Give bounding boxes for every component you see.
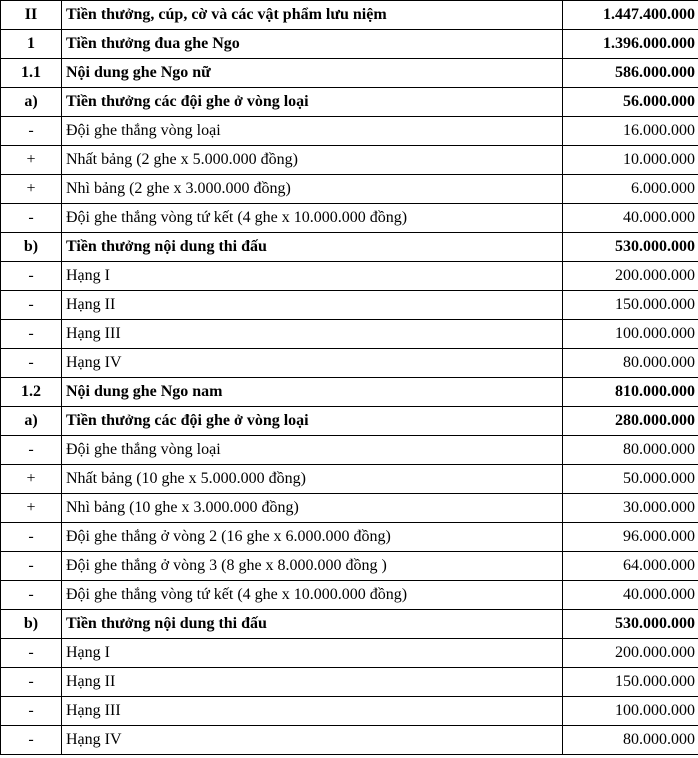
row-label-cell: Nội dung ghe Ngo nam [62,378,563,407]
table-row [1,581,698,610]
row-index-cell: - [1,726,62,755]
table-body [1,1,698,755]
row-index-cell: 1.2 [1,378,62,407]
table-row [1,436,698,465]
row-amount-cell: 80.000.000 [563,349,698,378]
table-row [1,378,698,407]
row-label-cell: Hạng IV [62,726,563,755]
row-amount-cell: 6.000.000 [563,175,698,204]
table-row [1,291,698,320]
row-amount-cell: 40.000.000 [563,581,698,610]
row-amount-cell: 1.396.000.000 [563,30,698,59]
row-amount-cell: 96.000.000 [563,523,698,552]
row-amount-cell: 530.000.000 [563,610,698,639]
table-row [1,610,698,639]
row-amount-cell: 150.000.000 [563,291,698,320]
row-index-cell: - [1,320,62,349]
row-index-cell: - [1,117,62,146]
row-index-cell: - [1,204,62,233]
row-amount-cell: 280.000.000 [563,407,698,436]
row-index-cell: - [1,262,62,291]
table-row [1,320,698,349]
table-row [1,668,698,697]
row-amount-cell: 80.000.000 [563,726,698,755]
table-row [1,117,698,146]
row-label-cell: Tiền thưởng, cúp, cờ và các vật phẩm lưu niệm [62,1,563,30]
row-amount-cell: 200.000.000 [563,262,698,291]
row-label-cell: Đội ghe thắng vòng loại [62,117,563,146]
row-amount-cell: 200.000.000 [563,639,698,668]
row-index-cell: - [1,697,62,726]
row-index-cell: + [1,175,62,204]
row-index-cell: 1.1 [1,59,62,88]
row-index-cell: - [1,349,62,378]
row-index-cell: a) [1,88,62,117]
row-label-cell: Đội ghe thắng vòng loại [62,436,563,465]
row-amount-cell: 40.000.000 [563,204,698,233]
row-label-cell: Đội ghe thắng ở vòng 3 (8 ghe x 8.000.000 đồng ) [62,552,563,581]
row-amount-cell: 50.000.000 [563,465,698,494]
row-index-cell: - [1,291,62,320]
table-row [1,204,698,233]
row-label-cell: Hạng II [62,291,563,320]
table-row [1,1,698,30]
row-amount-cell: 30.000.000 [563,494,698,523]
row-index-cell: + [1,465,62,494]
row-label-cell: Hạng III [62,320,563,349]
row-index-cell: b) [1,233,62,262]
table-row [1,697,698,726]
table-row [1,349,698,378]
table-row [1,59,698,88]
row-amount-cell: 64.000.000 [563,552,698,581]
row-amount-cell: 100.000.000 [563,320,698,349]
row-index-cell: II [1,1,62,30]
row-label-cell: Hạng III [62,697,563,726]
row-index-cell: - [1,668,62,697]
row-amount-cell: 530.000.000 [563,233,698,262]
row-amount-cell: 586.000.000 [563,59,698,88]
row-label-cell: Tiền thưởng nội dung thi đấu [62,610,563,639]
table-row [1,233,698,262]
row-label-cell: Nội dung ghe Ngo nữ [62,59,563,88]
row-amount-cell: 1.447.400.000 [563,1,698,30]
row-label-cell: Tiền thưởng nội dung thi đấu [62,233,563,262]
row-amount-cell: 810.000.000 [563,378,698,407]
row-amount-cell: 80.000.000 [563,436,698,465]
table-row [1,407,698,436]
row-label-cell: Tiền thưởng đua ghe Ngo [62,30,563,59]
row-label-cell: Tiền thưởng các đội ghe ở vòng loại [62,88,563,117]
row-label-cell: Đội ghe thắng ở vòng 2 (16 ghe x 6.000.000 đồng) [62,523,563,552]
table-row [1,146,698,175]
row-index-cell: b) [1,610,62,639]
row-index-cell: - [1,581,62,610]
row-amount-cell: 10.000.000 [563,146,698,175]
row-index-cell: - [1,639,62,668]
row-label-cell: Hạng I [62,262,563,291]
row-amount-cell: 150.000.000 [563,668,698,697]
row-amount-cell: 100.000.000 [563,697,698,726]
row-label-cell: Tiền thưởng các đội ghe ở vòng loại [62,407,563,436]
table-row [1,639,698,668]
row-label-cell: Hạng I [62,639,563,668]
row-index-cell: - [1,523,62,552]
row-index-cell: 1 [1,30,62,59]
table-row [1,494,698,523]
row-label-cell: Nhì bảng (10 ghe x 3.000.000 đồng) [62,494,563,523]
table-row [1,552,698,581]
row-label-cell: Hạng IV [62,349,563,378]
row-amount-cell: 16.000.000 [563,117,698,146]
row-index-cell: + [1,146,62,175]
row-label-cell: Đội ghe thắng vòng tứ kết (4 ghe x 10.000.000 đồng) [62,204,563,233]
row-amount-cell: 56.000.000 [563,88,698,117]
row-index-cell: + [1,494,62,523]
row-index-cell: - [1,436,62,465]
row-label-cell: Nhất bảng (10 ghe x 5.000.000 đồng) [62,465,563,494]
row-index-cell: a) [1,407,62,436]
table-row [1,262,698,291]
row-index-cell: - [1,552,62,581]
table-row [1,88,698,117]
row-label-cell: Đội ghe thắng vòng tứ kết (4 ghe x 10.000.000 đồng) [62,581,563,610]
row-label-cell: Hạng II [62,668,563,697]
table-row [1,726,698,755]
table-row [1,465,698,494]
table-row [1,175,698,204]
table-row [1,30,698,59]
table-row [1,523,698,552]
row-label-cell: Nhất bảng (2 ghe x 5.000.000 đồng) [62,146,563,175]
row-label-cell: Nhì bảng (2 ghe x 3.000.000 đồng) [62,175,563,204]
